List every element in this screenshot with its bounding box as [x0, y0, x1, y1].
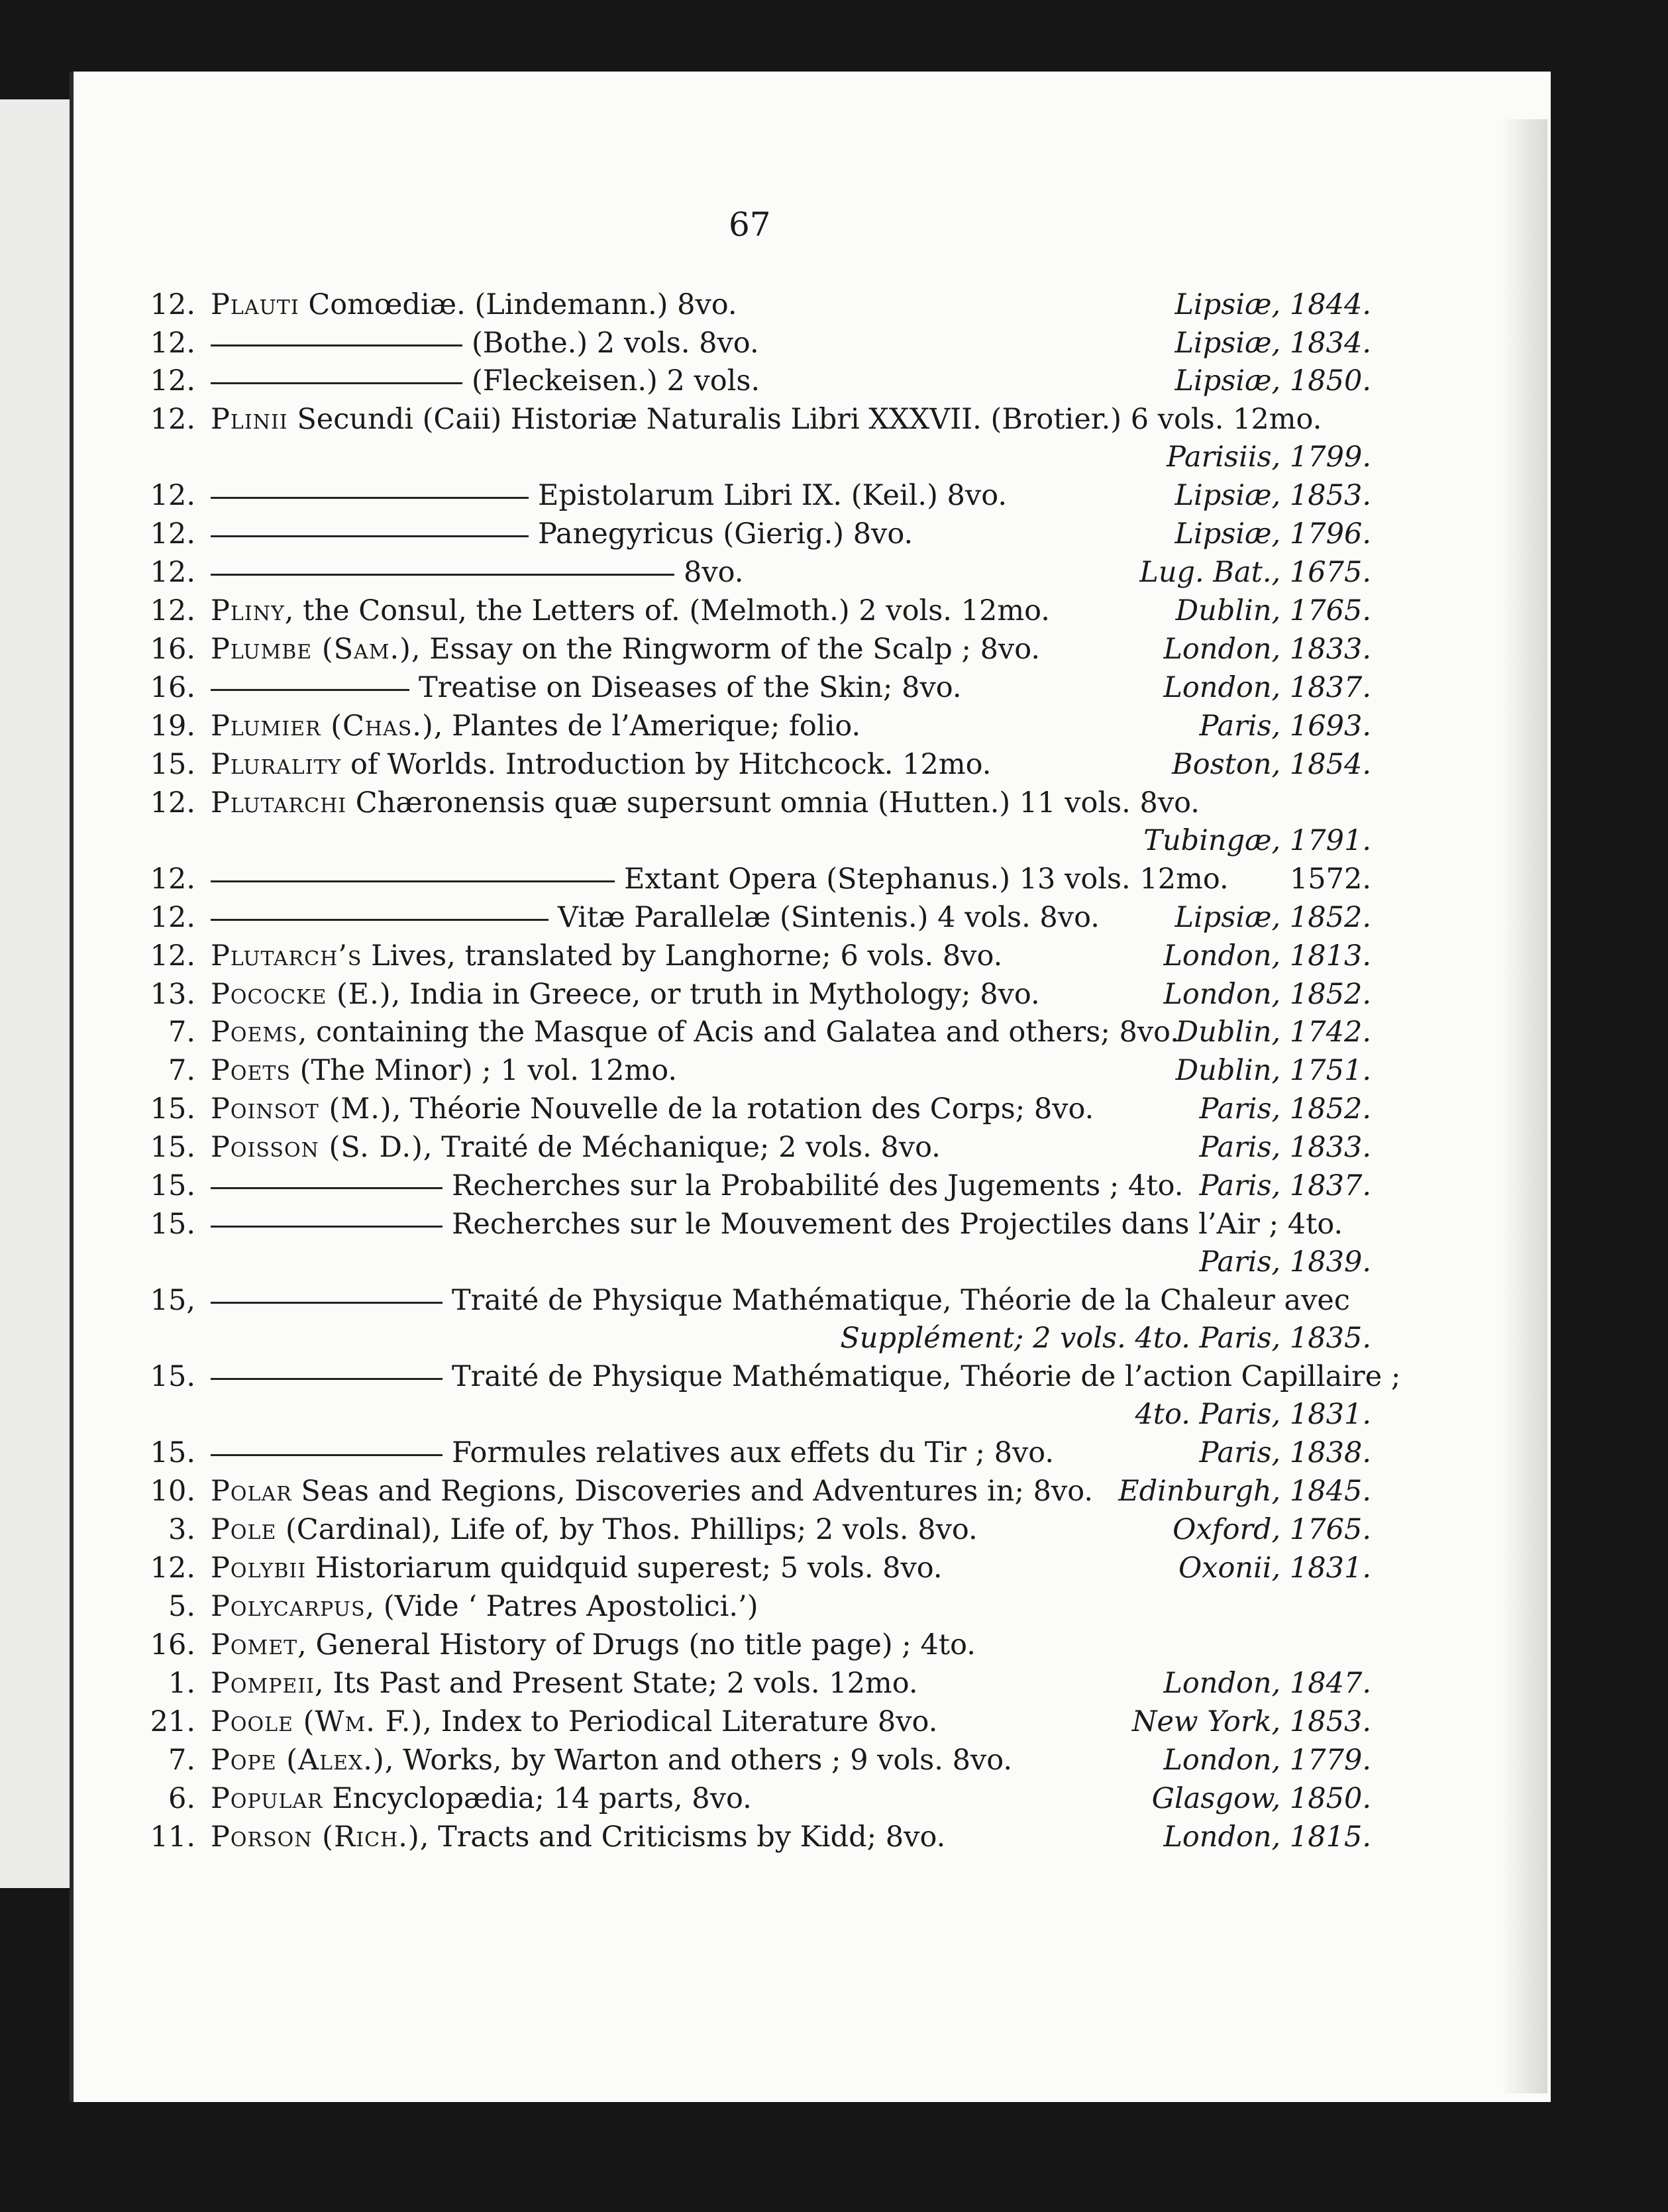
catalog-entry	[0, 1742, 1668, 1781]
entry-number: 12.	[150, 517, 195, 551]
entry-text	[211, 1588, 758, 1625]
entry-text	[211, 899, 1100, 936]
entry-text	[211, 286, 737, 323]
entry-place-date: Paris, 1838.	[1199, 1436, 1371, 1469]
ditto-rule	[211, 497, 529, 499]
entry-place-date: Boston, 1854.	[1172, 748, 1371, 781]
entry-description: Recherches sur la Probabilité des Jugements ; 4to.	[452, 1169, 1184, 1202]
entry-place-date: Lipsiæ, 1853.	[1174, 479, 1371, 512]
entry-number: 10.	[150, 1475, 195, 1508]
catalog-entry	[0, 401, 1668, 474]
entry-description: , Plantes de l’Amerique; folio.	[433, 710, 861, 743]
entry-description: , the Consul, the Letters of. (Melmoth.) 2 vols. 12mo.	[284, 594, 1050, 627]
entry-number: 15,	[150, 1284, 195, 1317]
catalog-entry	[0, 1282, 1668, 1355]
entry-number: 16.	[150, 671, 195, 704]
entry-number: 19.	[150, 710, 195, 743]
entry-place-date: Glasgow, 1850.	[1151, 1782, 1371, 1815]
ditto-rule	[211, 535, 529, 537]
entry-text	[211, 708, 860, 745]
entry-heading: Plutarchi	[211, 786, 347, 819]
entry-text	[211, 362, 760, 399]
catalog-entry	[0, 1014, 1668, 1053]
ditto-rule	[211, 1378, 443, 1380]
entry-number: 6.	[168, 1782, 195, 1815]
catalog-entry	[0, 325, 1668, 364]
entry-heading: Plauti	[211, 288, 299, 321]
entry-heading: Popular	[211, 1782, 323, 1815]
catalog-entry	[0, 1626, 1668, 1666]
entry-heading: Pococke (E.)	[211, 978, 391, 1011]
entry-number: 12.	[150, 594, 195, 627]
catalog-entry	[0, 1358, 1668, 1431]
ditto-rule	[211, 1187, 443, 1189]
entry-number: 13.	[150, 978, 195, 1011]
catalog-entry	[0, 1167, 1668, 1207]
entry-place-date: London, 1779.	[1163, 1744, 1371, 1777]
entry-heading: Poinsot (M.)	[211, 1092, 392, 1126]
entry-text	[211, 1703, 937, 1740]
entry-description: (Bothe.) 2 vols. 8vo.	[472, 327, 759, 360]
entry-number: 7.	[168, 1744, 195, 1777]
catalog-entry	[0, 1780, 1668, 1820]
entry-continuation: Supplément; 2 vols. 4to. Paris, 1835.	[840, 1322, 1371, 1355]
entry-description: Chæronensis quæ supersunt omnia (Hutten.) 11 vols. 8vo.	[346, 786, 1200, 819]
entry-continuation: Paris, 1839.	[1199, 1245, 1371, 1279]
entry-number: 21.	[150, 1705, 195, 1738]
catalog-entry	[0, 592, 1668, 632]
catalog-entry	[0, 1511, 1668, 1551]
entry-text	[211, 1665, 918, 1702]
entry-place-date: Edinburgh, 1845.	[1118, 1475, 1371, 1508]
entry-place-date: Dublin, 1765.	[1175, 594, 1371, 627]
entry-place-date: London, 1837.	[1163, 671, 1371, 704]
entry-place-date: Paris, 1693.	[1199, 710, 1371, 743]
entry-text	[211, 746, 991, 783]
entry-description: Encyclopædia; 14 parts, 8vo.	[323, 1782, 752, 1815]
entry-description: , Théorie Nouvelle de la rotation des Corps; 8vo.	[391, 1092, 1094, 1126]
catalog-entry	[0, 362, 1668, 402]
entry-number: 3.	[168, 1513, 195, 1546]
entry-description: Historiarum quidquid superest; 5 vols. 8vo.	[306, 1552, 943, 1585]
entry-description: Traité de Physique Mathématique, Théorie de l’action Capillaire ;	[452, 1360, 1401, 1393]
entry-place-date: London, 1833.	[1163, 633, 1371, 666]
entry-heading: Pomet	[211, 1628, 298, 1661]
entry-text	[211, 631, 1040, 668]
entry-place-date: Lipsiæ, 1834.	[1174, 327, 1371, 360]
entry-number: 15.	[150, 748, 195, 781]
entry-number: 12.	[150, 939, 195, 973]
entry-text	[211, 1129, 941, 1166]
entry-number: 12.	[150, 863, 195, 896]
entry-date: 1572.	[1289, 863, 1371, 896]
entry-text	[211, 1206, 1343, 1243]
entry-description: Extant Opera (Stephanus.) 13 vols. 12mo.	[624, 863, 1229, 896]
entry-description: Vitæ Parallelæ (Sintenis.) 4 vols. 8vo.	[558, 901, 1100, 934]
entry-description: 8vo.	[684, 556, 744, 589]
entry-place-date: Lipsiæ, 1852.	[1174, 901, 1371, 934]
entry-heading: Pole	[211, 1513, 277, 1546]
catalog-entry	[0, 976, 1668, 1016]
entry-heading: Plurality	[211, 748, 342, 781]
entry-description: , Traité de Méchanique; 2 vols. 8vo.	[423, 1131, 941, 1164]
entry-text	[211, 1014, 1179, 1051]
entry-number: 7.	[168, 1016, 195, 1049]
entry-description: , Its Past and Present State; 2 vols. 12mo.	[315, 1667, 918, 1700]
catalog-entry	[0, 1818, 1668, 1858]
entry-description: , containing the Masque of Acis and Galatea and others; 8vo.	[297, 1016, 1179, 1049]
entry-place-date: Dublin, 1751.	[1175, 1054, 1371, 1087]
entry-heading: Plumier (Chas.)	[211, 710, 434, 743]
ditto-rule	[211, 919, 548, 921]
entry-continuation: Tubingæ, 1791.	[1143, 824, 1371, 857]
entry-number: 15.	[150, 1436, 195, 1469]
catalog-entry	[0, 1473, 1668, 1512]
entry-text	[211, 1167, 1183, 1204]
catalog-entry	[0, 784, 1668, 857]
catalog-entry	[0, 669, 1668, 709]
catalog-entry	[0, 937, 1668, 977]
entry-text	[211, 554, 743, 591]
entry-number: 12.	[150, 403, 195, 436]
entry-number: 1.	[168, 1667, 195, 1700]
page-number: 67	[729, 205, 771, 244]
entry-number: 12.	[150, 1552, 195, 1585]
entry-description: , Index to Periodical Literature 8vo.	[423, 1705, 938, 1738]
entry-description: (Cardinal), Life of, by Thos. Phillips; 2 vols. 8vo.	[276, 1513, 978, 1546]
entry-place-date: Paris, 1852.	[1199, 1092, 1371, 1126]
catalog-entry	[0, 899, 1668, 939]
entry-heading: Poems	[211, 1016, 298, 1049]
entry-text	[211, 1626, 976, 1663]
entry-heading: Plinii	[211, 403, 288, 436]
entry-place-date: Oxonii, 1831.	[1178, 1552, 1371, 1585]
entry-place-date: London, 1815.	[1163, 1820, 1371, 1854]
entry-heading: Poisson (S. D.)	[211, 1131, 423, 1164]
entry-heading: Plutarch’s	[211, 939, 362, 973]
entry-text	[211, 1434, 1054, 1471]
entry-heading: Poets	[211, 1054, 291, 1087]
entry-description: Recherches sur le Mouvement des Projectiles dans l’Air ; 4to.	[452, 1208, 1343, 1241]
entry-number: 12.	[150, 556, 195, 589]
catalog-entry	[0, 1434, 1668, 1474]
entry-heading: Porson (Rich.)	[211, 1820, 420, 1854]
entry-number: 16.	[150, 1628, 195, 1661]
entry-number: 12.	[150, 288, 195, 321]
catalog-entry	[0, 746, 1668, 786]
entry-text	[211, 1818, 945, 1856]
entry-description: Lives, translated by Langhorne; 6 vols. 8vo.	[362, 939, 1003, 973]
entry-place-date: Lipsiæ, 1850.	[1174, 364, 1371, 397]
entry-place-date: New York, 1853.	[1131, 1705, 1371, 1738]
entry-place-date: Lipsiæ, 1844.	[1174, 288, 1371, 321]
catalog-entry	[0, 1588, 1668, 1628]
entry-place-date: Dublin, 1742.	[1175, 1016, 1371, 1049]
entry-continuation: Parisiis, 1799.	[1166, 441, 1371, 474]
entry-text	[211, 669, 962, 706]
entry-number: 12.	[150, 479, 195, 512]
entry-number: 5.	[168, 1590, 195, 1623]
entry-text	[211, 1052, 677, 1089]
entry-text	[211, 1090, 1094, 1128]
entry-number: 15.	[150, 1169, 195, 1202]
entry-number: 12.	[150, 786, 195, 819]
entry-description: Panegyricus (Gierig.) 8vo.	[538, 517, 913, 551]
entry-place-date: Paris, 1833.	[1199, 1131, 1371, 1164]
entry-description: , (Vide ‘ Patres Apostolici.’)	[365, 1590, 758, 1623]
entry-text	[211, 1473, 1093, 1510]
entry-heading: Pope (Alex.)	[211, 1744, 385, 1777]
ditto-rule	[211, 1454, 443, 1456]
entry-place-date: London, 1813.	[1163, 939, 1371, 973]
catalog-entry	[0, 1665, 1668, 1705]
catalog-entry	[0, 861, 1668, 900]
entry-number: 12.	[150, 901, 195, 934]
entry-description: , Essay on the Ringworm of the Scalp ; 8vo.	[411, 633, 1041, 666]
entry-number: 12.	[150, 327, 195, 360]
entry-place-date: London, 1852.	[1163, 978, 1371, 1011]
catalog-entry	[0, 515, 1668, 555]
entry-text	[211, 976, 1040, 1013]
entry-continuation: 4to. Paris, 1831.	[1135, 1398, 1371, 1431]
entry-description: , General History of Drugs (no title page) ; 4to.	[297, 1628, 976, 1661]
entry-heading: Pompeii	[211, 1667, 315, 1700]
entry-description: of Worlds. Introduction by Hitchcock. 12mo.	[341, 748, 992, 781]
catalog-entry	[0, 708, 1668, 747]
entry-description: Traité de Physique Mathématique, Théorie de la Chaleur avec	[452, 1284, 1350, 1317]
entry-heading: Pliny	[211, 594, 285, 627]
entry-text	[211, 1358, 1400, 1395]
entry-place-date: Oxford, 1765.	[1173, 1513, 1371, 1546]
entry-place-date: Lipsiæ, 1796.	[1174, 517, 1371, 551]
entry-number: 12.	[150, 364, 195, 397]
entry-description: Formules relatives aux effets du Tir ; 8vo.	[452, 1436, 1055, 1469]
entry-description: (Fleckeisen.) 2 vols.	[472, 364, 760, 397]
entry-description: Secundi (Caii) Historiæ Naturalis Libri XXXVII. (Brotier.) 6 vols. 12mo.	[287, 403, 1322, 436]
entry-description: Seas and Regions, Discoveries and Adventures in; 8vo.	[291, 1475, 1094, 1508]
ditto-rule	[211, 1302, 443, 1304]
entry-description: (The Minor) ; 1 vol. 12mo.	[291, 1054, 678, 1087]
entry-heading: Polar	[211, 1475, 292, 1508]
entry-text	[211, 401, 1322, 438]
catalog-entry	[0, 554, 1668, 594]
entry-description: Comœdiæ. (Lindemann.) 8vo.	[299, 288, 737, 321]
entry-number: 15.	[150, 1131, 195, 1164]
entry-text	[211, 1282, 1350, 1319]
catalog-entry	[0, 1206, 1668, 1279]
entry-number: 11.	[150, 1820, 195, 1854]
entry-text	[211, 477, 1007, 514]
catalog-entry	[0, 631, 1668, 670]
entry-description: Epistolarum Libri IX. (Keil.) 8vo.	[538, 479, 1007, 512]
entry-place-date: London, 1847.	[1163, 1667, 1371, 1700]
entry-number: 15.	[150, 1092, 195, 1126]
entry-description: , India in Greece, or truth in Mythology; 8vo.	[391, 978, 1040, 1011]
entry-number: 16.	[150, 633, 195, 666]
entry-text	[211, 1742, 1012, 1779]
catalog-entry	[0, 1550, 1668, 1589]
entry-heading: Poole (Wm. F.)	[211, 1705, 423, 1738]
entry-place-date: Lug. Bat., 1675.	[1139, 556, 1371, 589]
ditto-rule	[211, 689, 409, 691]
entry-number: 7.	[168, 1054, 195, 1087]
entry-number: 15.	[150, 1208, 195, 1241]
entry-text	[211, 1511, 978, 1548]
catalog-entry	[0, 1090, 1668, 1130]
entry-text	[211, 784, 1200, 821]
entry-description: Treatise on Diseases of the Skin; 8vo.	[419, 671, 962, 704]
entry-text	[211, 515, 913, 553]
entry-text	[211, 1550, 943, 1587]
entry-number: 15.	[150, 1360, 195, 1393]
catalog-entry	[0, 286, 1668, 326]
entry-description: , Tracts and Criticisms by Kidd; 8vo.	[419, 1820, 946, 1854]
entry-place-date: Paris, 1837.	[1199, 1169, 1371, 1202]
entry-text	[211, 1780, 752, 1817]
entry-heading: Polycarpus	[211, 1590, 366, 1623]
catalog-entry	[0, 1703, 1668, 1743]
ditto-rule	[211, 344, 462, 346]
entry-text	[211, 861, 1229, 898]
ditto-rule	[211, 382, 462, 384]
entry-text	[211, 937, 1002, 974]
entry-heading: Polybii	[211, 1552, 307, 1585]
catalog-entry	[0, 477, 1668, 517]
ditto-rule	[211, 574, 674, 576]
catalog-entry	[0, 1129, 1668, 1169]
entry-text	[211, 325, 759, 362]
catalog-entry	[0, 1052, 1668, 1092]
entry-text	[211, 592, 1050, 629]
entry-heading: Plumbe (Sam.)	[211, 633, 411, 666]
entry-description: , Works, by Warton and others ; 9 vols. 8vo.	[384, 1744, 1013, 1777]
ditto-rule	[211, 1226, 443, 1228]
ditto-rule	[211, 880, 615, 882]
